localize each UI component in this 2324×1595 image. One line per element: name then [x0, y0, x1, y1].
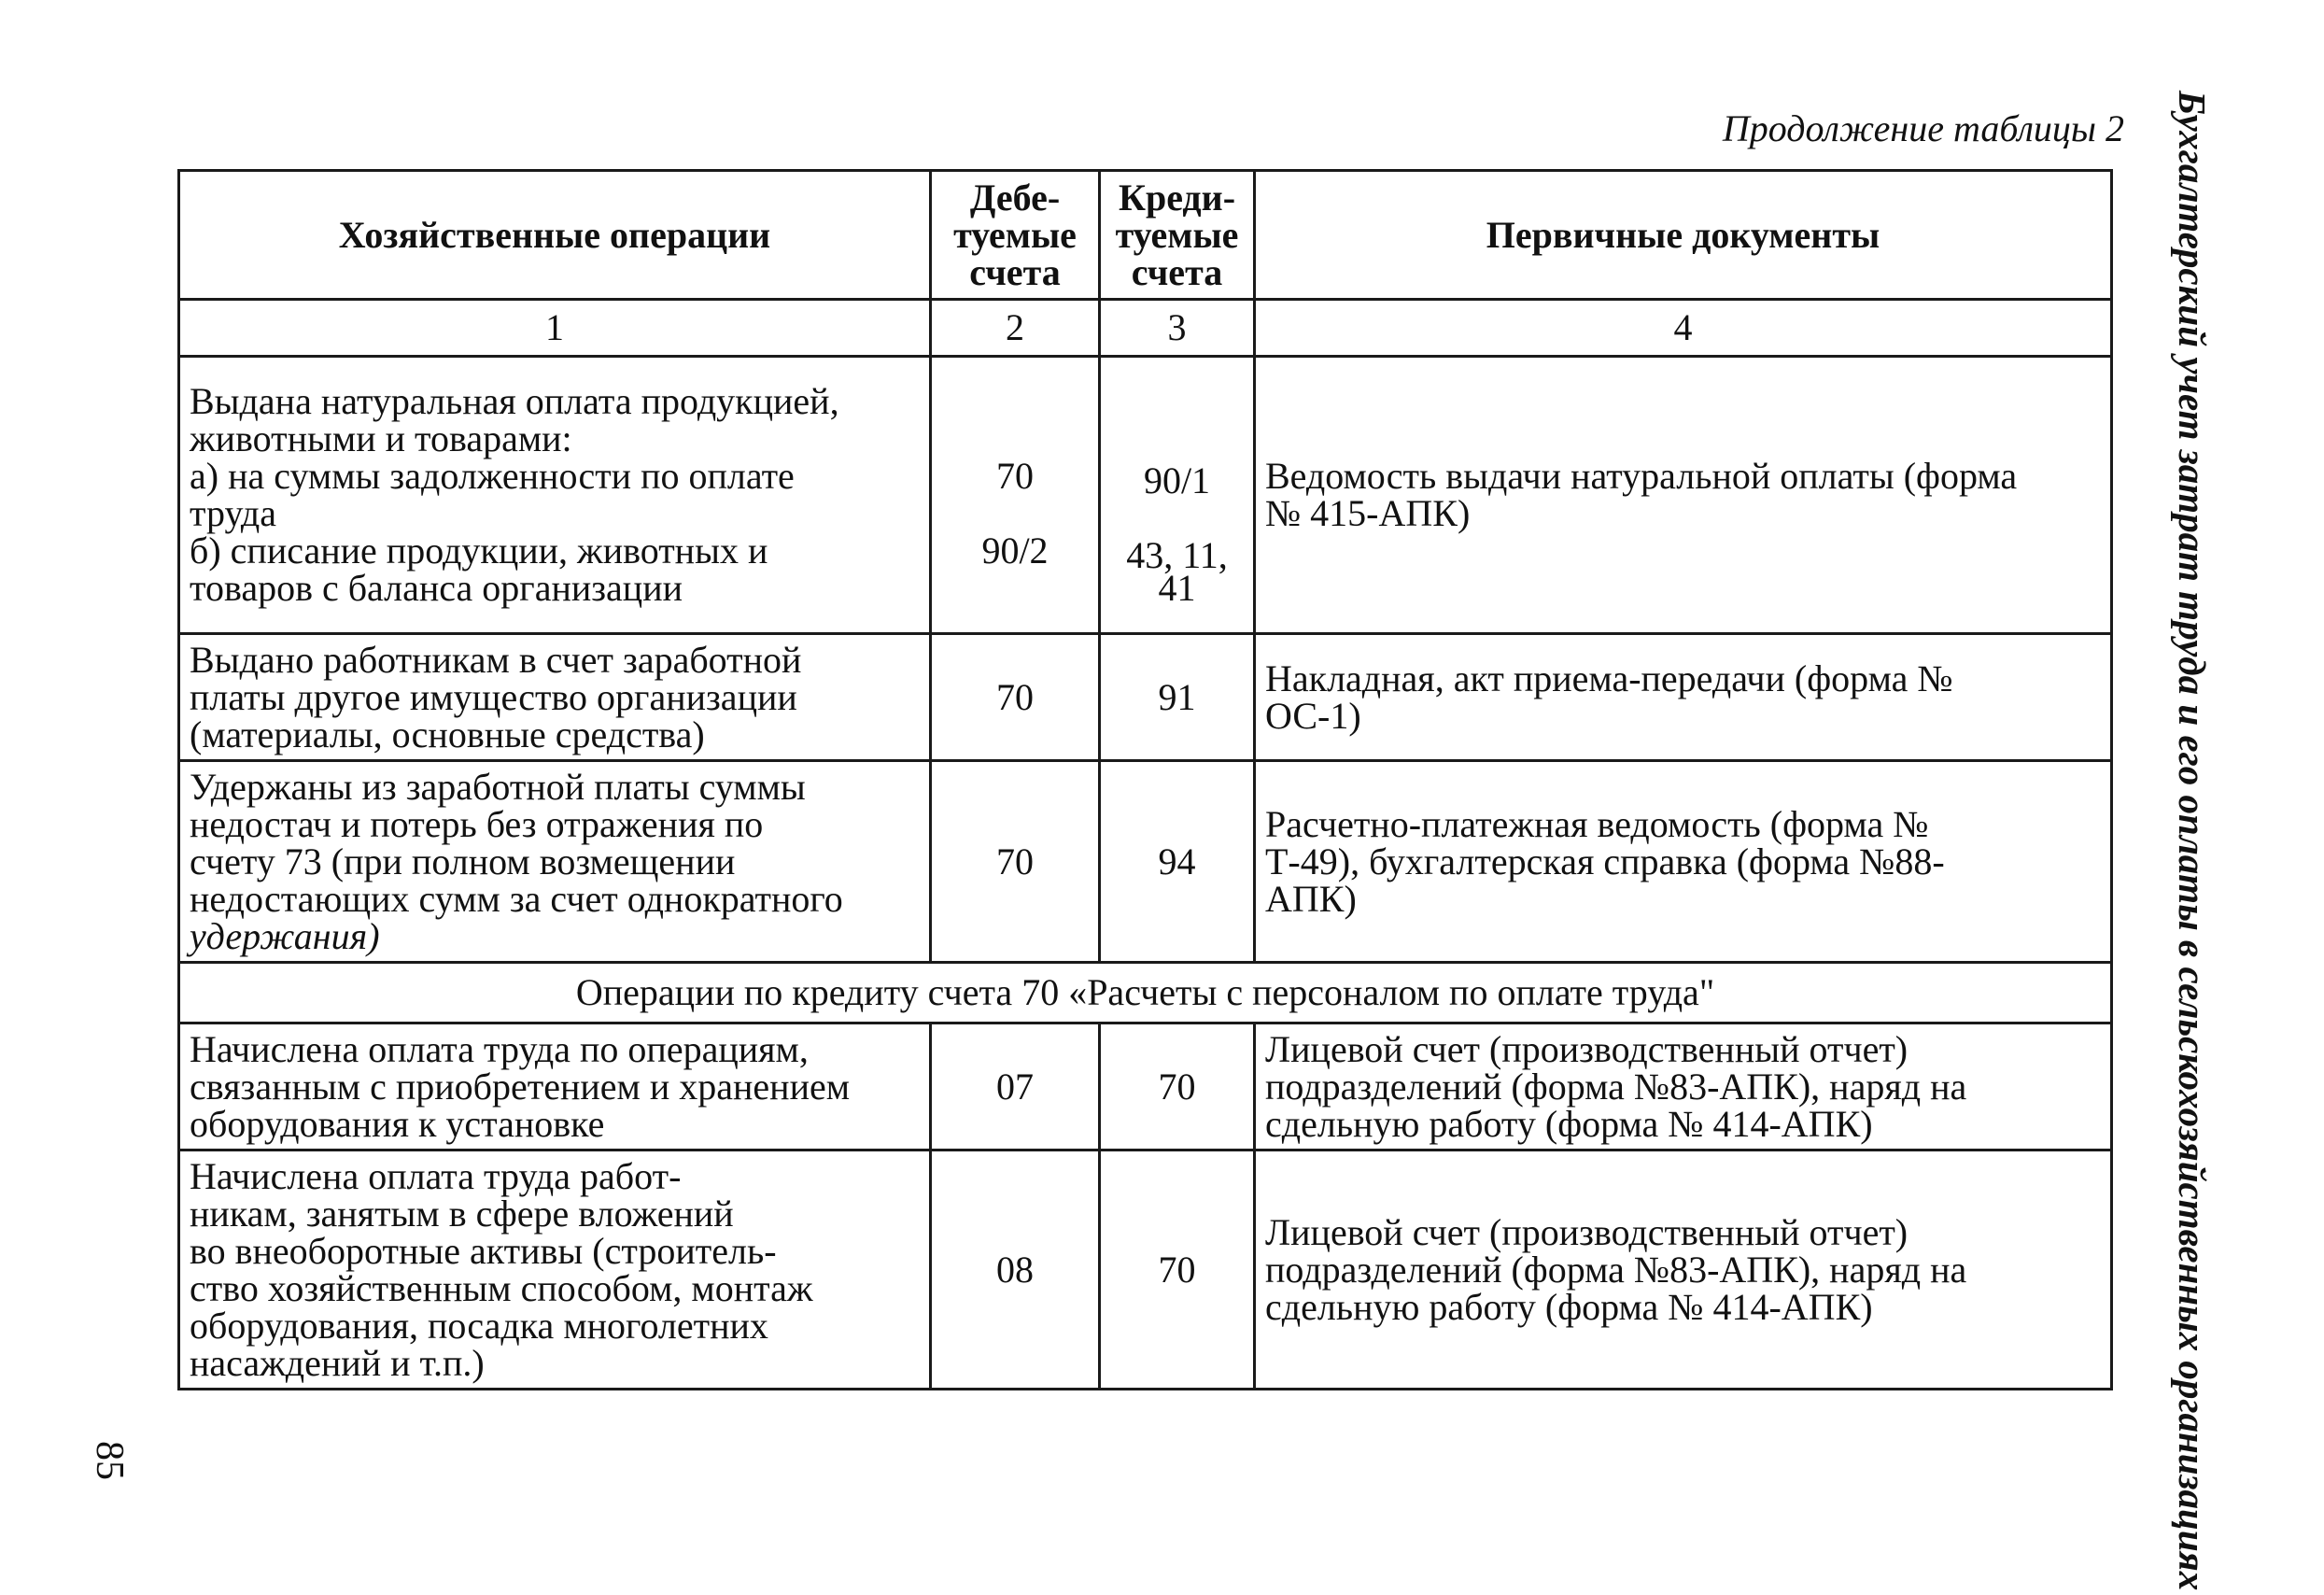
credit-cell: 90/1 43, 11, 41 [1100, 357, 1255, 634]
table-row [179, 761, 2112, 963]
col-number-3: 3 [1100, 300, 1255, 357]
credit-cell: 94 [1100, 761, 1255, 963]
operation-cell: Выдана натуральная оплата продукцией, животными и товарами: а) на суммы задолженности по оплате труда б) списание продукции, животных и товаров с баланса организации [179, 357, 931, 634]
column-numbers-row [179, 300, 2112, 357]
credit-cell: 70 [1100, 1150, 1255, 1390]
running-head [2164, 90, 2220, 1591]
document-cell: Расчетно-платежная ведомость (форма № Т-49), бухгалтерская справка (форма №88- АПК) [1255, 761, 2112, 963]
header-credit: Креди- туемые счета [1100, 171, 1255, 300]
header-debit: Дебе- туемые счета [931, 171, 1100, 300]
operation-cell: Удержаны из заработной платы суммы недостач и потерь без отражения по счету 73 (при полном возмещении недостающих сумм за счет однократного удержания) [179, 761, 931, 963]
document-cell: Накладная, акт приема-передачи (форма № ОС-1) [1255, 634, 2112, 761]
debit-cell: 70 [931, 634, 1100, 761]
accounting-table [177, 169, 2113, 1390]
credit-cell: 70 [1100, 1023, 1255, 1150]
operation-cell: Начислена оплата труда работ- никам, занятым в сфере вложений во внеоборотные активы (строитель- ство хозяйственным способом, монтаж оборудования, посадка многолетних насаждений и т.п.) [179, 1150, 931, 1390]
page-number: 85 [88, 1441, 131, 1480]
col-number-1: 1 [179, 300, 931, 357]
debit-cell: 70 90/2 [931, 357, 1100, 634]
document-cell: Ведомость выдачи натуральной оплаты (форма № 415-АПК) [1255, 357, 2112, 634]
table-row [179, 1023, 2112, 1150]
header-operations: Хозяйственные операции [179, 171, 931, 300]
col-number-2: 2 [931, 300, 1100, 357]
debit-cell: 07 [931, 1023, 1100, 1150]
table-row [179, 634, 2112, 761]
col-number-4: 4 [1255, 300, 2112, 357]
header-row [179, 171, 2112, 300]
operation-cell: Выдано работникам в счет заработной платы другое имущество организации (материалы, основные средства) [179, 634, 931, 761]
table-caption: Продолжение таблицы 2 [1722, 107, 2124, 149]
section-row [179, 963, 2112, 1023]
section-title: Операции по кредиту счета 70 «Расчеты с персоналом по оплате труда" [179, 963, 2112, 1023]
debit-cell: 08 [931, 1150, 1100, 1390]
operation-cell: Начислена оплата труда по операциям, связанным с приобретением и хранением оборудования к установке [179, 1023, 931, 1150]
document-cell: Лицевой счет (производственный отчет) подразделений (форма №83-АПК), наряд на сдельную работу (форма № 414-АПК) [1255, 1023, 2112, 1150]
running-head-text: Бухгалтерский учет затрат труда и его оплаты в сельскохозяйственных организациях [2171, 90, 2214, 1591]
table-row [179, 1150, 2112, 1390]
header-documents: Первичные документы [1255, 171, 2112, 300]
document-cell: Лицевой счет (производственный отчет) подразделений (форма №83-АПК), наряд на сдельную работу (форма № 414-АПК) [1255, 1150, 2112, 1390]
debit-cell: 70 [931, 761, 1100, 963]
table-row [179, 357, 2112, 634]
credit-cell: 91 [1100, 634, 1255, 761]
